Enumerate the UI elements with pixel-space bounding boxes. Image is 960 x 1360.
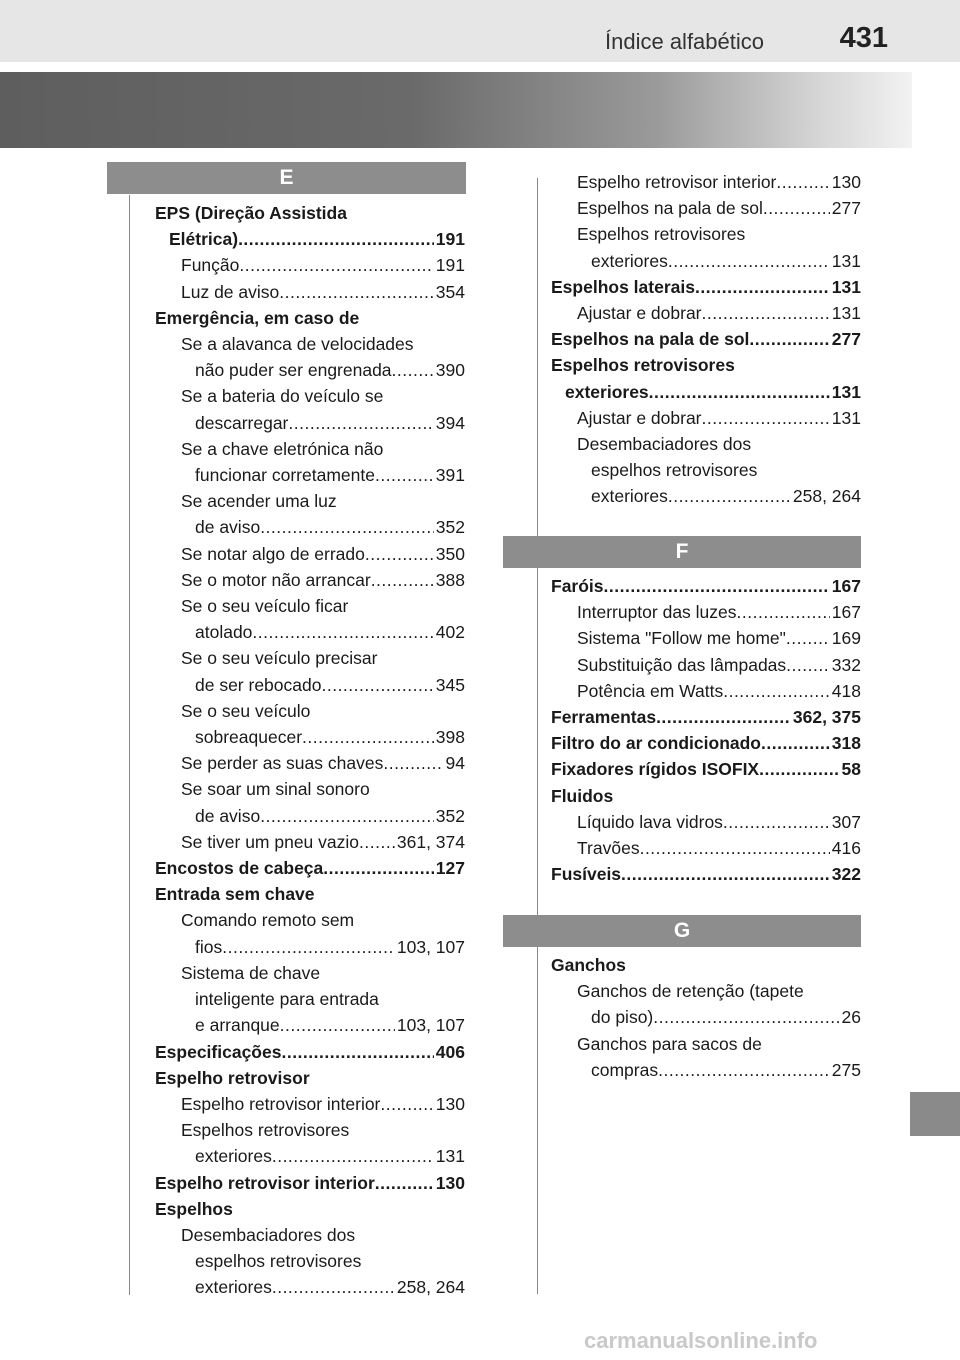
index-entry-text: Elétrica)	[169, 229, 239, 250]
index-entry-text: Se a bateria do veículo se	[181, 386, 384, 407]
leader-dots	[786, 652, 830, 678]
index-entry-text: Espelho retrovisor interior	[181, 1093, 381, 1114]
section-header-e: E	[107, 162, 466, 194]
index-entry-page: 258, 264	[396, 1277, 465, 1298]
index-entry	[551, 978, 861, 1004]
index-entry-text: Ganchos para sacos de	[577, 1033, 762, 1054]
leader-dots	[371, 567, 434, 593]
leader-dots	[723, 678, 830, 704]
index-entry-page: 167	[831, 576, 861, 596]
index-entry-text: Sistema de chave	[181, 962, 321, 983]
leader-dots	[649, 379, 830, 405]
index-entry	[155, 1117, 465, 1143]
index-entry-text: do piso)	[591, 1007, 654, 1028]
leader-dots	[604, 573, 830, 599]
index-entry	[551, 169, 861, 195]
index-entry	[551, 483, 861, 509]
leader-dots	[239, 252, 433, 278]
index-entry-text: Função	[181, 255, 240, 276]
index-entry-page: 167	[831, 602, 861, 623]
index-entry	[551, 1004, 861, 1030]
index-entry	[155, 567, 465, 593]
index-entry	[155, 462, 465, 488]
leader-dots	[321, 672, 433, 698]
leader-dots	[749, 326, 829, 352]
leader-dots	[786, 625, 830, 651]
index-entry	[155, 829, 465, 855]
index-entry-page: 394	[435, 412, 465, 433]
index-entry-page: 391	[435, 465, 465, 486]
index-entry-text: Ganchos	[551, 955, 626, 975]
index-entry-text: Interruptor das luzes	[577, 602, 737, 623]
leader-dots	[621, 861, 830, 887]
index-entry	[551, 809, 861, 835]
leader-dots	[375, 462, 434, 488]
index-entry-text: EPS (Direção Assistida	[155, 203, 347, 223]
index-entry-page: 322	[831, 864, 861, 885]
leader-dots	[252, 619, 433, 645]
leader-dots	[280, 1012, 395, 1038]
index-entry-text: Espelhos laterais	[551, 276, 695, 297]
index-column-left	[155, 200, 465, 1301]
top-bar	[0, 0, 960, 62]
leader-dots	[656, 704, 791, 730]
index-entry-text: Se o seu veículo	[181, 700, 311, 721]
index-entry	[155, 1091, 465, 1117]
leader-dots	[359, 829, 395, 855]
index-entry-page: 94	[445, 753, 465, 774]
left-column-rule	[129, 195, 130, 1295]
index-entry	[551, 573, 861, 599]
index-entry	[155, 226, 465, 252]
index-entry-text: exteriores	[565, 381, 649, 402]
index-entry	[155, 383, 465, 409]
index-entry	[155, 1222, 465, 1248]
index-entry-text: Se acender uma luz	[181, 491, 337, 512]
index-column-right-g	[551, 952, 861, 1083]
index-entry-page: 131	[831, 303, 861, 324]
index-entry-text: Comando remoto sem	[181, 910, 355, 931]
index-entry-text: Se notar algo de errado	[181, 543, 365, 564]
index-entry	[155, 541, 465, 567]
index-entry-page: 130	[831, 172, 861, 192]
index-entry-text: Especificações	[155, 1041, 282, 1062]
index-entry-page: 191	[435, 229, 465, 250]
index-entry-text: Se perder as suas chaves	[181, 753, 384, 774]
index-entry	[551, 625, 861, 651]
index-entry-text: espelhos retrovisores	[195, 1251, 362, 1272]
index-entry-text: Sistema "Follow me home"	[577, 628, 786, 649]
header-gradient-band	[0, 72, 912, 148]
index-entry	[551, 599, 861, 625]
index-entry	[551, 678, 861, 704]
index-entry-text: Ajustar e dobrar	[577, 303, 702, 324]
index-entry-page: 26	[841, 1007, 861, 1028]
index-entry-page: 131	[831, 276, 861, 297]
index-entry	[155, 1143, 465, 1169]
index-entry-page: 418	[831, 680, 861, 701]
index-entry	[155, 724, 465, 750]
index-entry-text: atolado	[195, 622, 253, 643]
index-entry-text: inteligente para entrada	[195, 989, 379, 1010]
index-entry	[155, 1012, 465, 1038]
index-entry-text: Ferramentas	[551, 707, 657, 728]
index-entry-text: exteriores	[591, 250, 668, 271]
index-entry-text: Ganchos de retenção (tapete	[577, 981, 804, 1002]
index-entry-text: não puder ser engrenada	[195, 360, 392, 381]
index-entry	[155, 881, 465, 907]
index-entry-page: 131	[831, 250, 861, 271]
index-entry	[551, 431, 861, 457]
leader-dots	[380, 1091, 433, 1117]
index-entry-page: 58	[841, 759, 861, 780]
index-entry	[155, 436, 465, 462]
index-entry-text: Desembaciadores dos	[181, 1224, 356, 1245]
index-entry	[155, 357, 465, 383]
index-entry	[155, 488, 465, 514]
leader-dots	[737, 599, 830, 625]
index-entry-text: Se a chave eletrónica não	[181, 438, 384, 459]
index-entry-text: de aviso	[195, 805, 261, 826]
index-entry-page: 131	[831, 381, 861, 402]
index-entry-page: 416	[831, 838, 861, 859]
index-entry-page: 307	[831, 811, 861, 832]
thumb-index-tab	[910, 1092, 960, 1136]
index-entry-text: exteriores	[195, 1146, 272, 1167]
leader-dots	[272, 1143, 434, 1169]
index-entry-page: 130	[435, 1093, 465, 1114]
index-entry-page: 402	[435, 622, 465, 643]
index-entry-text: de ser rebocado	[195, 674, 322, 695]
leader-dots	[288, 410, 433, 436]
index-entry-page: 191	[435, 255, 465, 276]
index-entry-page: 277	[831, 329, 861, 350]
index-entry	[551, 861, 861, 887]
index-entry-text: Espelho retrovisor interior	[577, 172, 777, 192]
index-entry	[155, 672, 465, 698]
leader-dots	[365, 541, 434, 567]
index-entry-text: fios	[195, 936, 223, 957]
index-entry-page: 103, 107	[396, 1015, 465, 1036]
index-entry	[551, 783, 861, 809]
leader-dots	[375, 1170, 434, 1196]
index-entry-text: Fluidos	[551, 785, 614, 806]
index-entry	[551, 248, 861, 274]
leader-dots	[668, 483, 791, 509]
index-entry	[155, 514, 465, 540]
index-entry-page: 130	[435, 1172, 465, 1193]
index-entry	[551, 756, 861, 782]
index-entry-page: 131	[831, 407, 861, 428]
index-entry-text: Líquido lava vidros	[577, 811, 723, 832]
page-header-title: Índice alfabético	[605, 29, 764, 54]
leader-dots	[260, 803, 434, 829]
index-entry-text: Luz de aviso	[181, 281, 280, 302]
index-entry-text: Emergência, em caso de	[155, 307, 360, 328]
index-entry	[155, 855, 465, 881]
index-entry-page: 131	[435, 1146, 465, 1167]
index-entry-page: 169	[831, 628, 861, 649]
index-entry-text: Espelhos na pala de sol	[577, 198, 763, 219]
index-entry-page: 258, 264	[792, 486, 861, 507]
index-entry-text: Entrada sem chave	[155, 884, 315, 905]
index-entry-page: 352	[435, 805, 465, 826]
index-entry	[155, 750, 465, 776]
index-entry	[155, 1039, 465, 1065]
leader-dots	[776, 169, 829, 195]
index-entry-text: Fusíveis	[551, 864, 622, 885]
leader-dots	[702, 405, 830, 431]
leader-dots	[658, 1057, 830, 1083]
section-header-g: G	[503, 915, 861, 947]
index-entry-text: Espelho retrovisor interior	[155, 1172, 375, 1193]
index-entry	[551, 952, 861, 978]
index-entry-text: sobreaquecer	[195, 727, 303, 748]
index-entry-text: Filtro do ar condicionado	[551, 733, 761, 754]
index-entry-text: funcionar corretamente	[195, 465, 375, 486]
index-entry	[155, 960, 465, 986]
index-entry-text: e arranque	[195, 1015, 280, 1036]
index-entry-text: de aviso	[195, 517, 261, 538]
leader-dots	[279, 279, 434, 305]
index-entry-page: 406	[435, 1041, 465, 1062]
leader-dots	[702, 300, 830, 326]
column-divider	[537, 178, 538, 1294]
index-entry-text: Se o seu veículo precisar	[181, 648, 378, 669]
leader-dots	[383, 750, 443, 776]
leader-dots	[392, 357, 434, 383]
index-entry-text: compras	[591, 1059, 659, 1080]
index-entry	[155, 1196, 465, 1222]
index-entry	[155, 776, 465, 802]
index-entry-text: Desembaciadores dos	[577, 434, 752, 455]
index-entry	[155, 279, 465, 305]
index-entry	[551, 704, 861, 730]
leader-dots	[238, 226, 434, 252]
leader-dots	[723, 809, 830, 835]
leader-dots	[260, 514, 434, 540]
index-entry	[551, 652, 861, 678]
index-entry-text: Se o seu veículo ficar	[181, 596, 349, 617]
index-entry-text: Encostos de cabeça	[155, 858, 324, 879]
index-entry-text: Se soar um sinal sonoro	[181, 779, 370, 800]
index-entry	[155, 645, 465, 671]
index-entry	[155, 305, 465, 331]
index-entry-text: Potência em Watts	[577, 680, 724, 701]
leader-dots	[323, 855, 434, 881]
leader-dots	[653, 1004, 839, 1030]
index-entry	[551, 195, 861, 221]
index-entry	[551, 300, 861, 326]
index-entry	[155, 1274, 465, 1300]
leader-dots	[761, 730, 830, 756]
leader-dots	[668, 248, 830, 274]
index-entry	[551, 1031, 861, 1057]
index-entry-page: 352	[435, 517, 465, 538]
leader-dots	[695, 274, 830, 300]
index-entry-page: 388	[435, 569, 465, 590]
index-entry-text: Espelhos retrovisores	[577, 224, 746, 245]
index-entry-page: 332	[831, 654, 861, 675]
index-entry	[551, 221, 861, 247]
index-entry-text: Fixadores rígidos ISOFIX	[551, 759, 760, 780]
section-header-f: F	[503, 536, 861, 568]
index-entry	[155, 1065, 465, 1091]
index-entry-text: descarregar	[195, 412, 289, 433]
index-entry	[155, 986, 465, 1012]
index-entry-page: 350	[435, 543, 465, 564]
index-entry	[155, 1170, 465, 1196]
index-entry-text: Travões	[577, 838, 640, 859]
index-entry	[155, 410, 465, 436]
page-number: 431	[839, 22, 888, 54]
leader-dots	[759, 756, 839, 782]
index-entry-text: espelhos retrovisores	[591, 460, 758, 481]
index-entry	[155, 934, 465, 960]
index-entry	[155, 200, 465, 226]
index-entry-page: 275	[831, 1059, 861, 1080]
index-entry	[155, 803, 465, 829]
index-entry	[155, 1248, 465, 1274]
index-entry-text: Espelhos retrovisores	[181, 1120, 350, 1141]
index-entry	[551, 457, 861, 483]
index-entry-text: Espelhos	[155, 1198, 233, 1219]
index-entry-text: Espelho retrovisor	[155, 1067, 310, 1088]
index-entry-text: Espelhos retrovisores	[551, 355, 735, 376]
leader-dots	[763, 195, 830, 221]
leader-dots	[302, 724, 434, 750]
index-entry	[155, 698, 465, 724]
index-entry	[551, 835, 861, 861]
footer-watermark: carmanualsonline.info	[584, 1328, 818, 1353]
index-entry-page: 103, 107	[396, 936, 465, 957]
leader-dots	[222, 934, 395, 960]
index-entry-text: Se o motor não arrancar	[181, 569, 371, 590]
index-entry	[551, 379, 861, 405]
leader-dots	[272, 1274, 395, 1300]
index-entry	[155, 907, 465, 933]
index-entry-page: 362, 375	[792, 707, 861, 728]
index-entry-page: 361, 374	[396, 831, 465, 852]
index-entry-text: Se tiver um pneu vazio	[181, 831, 360, 852]
index-entry	[551, 1057, 861, 1083]
index-entry-text: Se a alavanca de velocidades	[181, 334, 414, 355]
index-entry-text: exteriores	[195, 1277, 272, 1298]
index-entry-text: exteriores	[591, 486, 668, 507]
index-entry-page: 354	[435, 281, 465, 302]
index-entry	[155, 593, 465, 619]
index-entry-page: 127	[435, 858, 465, 879]
index-entry	[155, 252, 465, 278]
index-column-right-e	[551, 169, 861, 510]
index-column-right-f	[551, 573, 861, 887]
index-entry-text: Ajustar e dobrar	[577, 407, 702, 428]
index-entry-text: Faróis	[551, 576, 604, 596]
index-entry-text: Espelhos na pala de sol	[551, 329, 750, 350]
index-entry-page: 398	[435, 727, 465, 748]
index-entry	[551, 326, 861, 352]
leader-dots	[640, 835, 830, 861]
leader-dots	[281, 1039, 433, 1065]
index-entry	[551, 405, 861, 431]
index-entry	[551, 352, 861, 378]
index-entry-page: 390	[435, 360, 465, 381]
index-entry	[155, 619, 465, 645]
index-entry	[551, 730, 861, 756]
index-entry-page: 277	[831, 198, 861, 219]
index-entry	[155, 331, 465, 357]
index-entry-page: 318	[831, 733, 861, 754]
index-entry	[551, 274, 861, 300]
index-entry-page: 345	[435, 674, 465, 695]
index-entry-text: Substituição das lâmpadas	[577, 654, 787, 675]
